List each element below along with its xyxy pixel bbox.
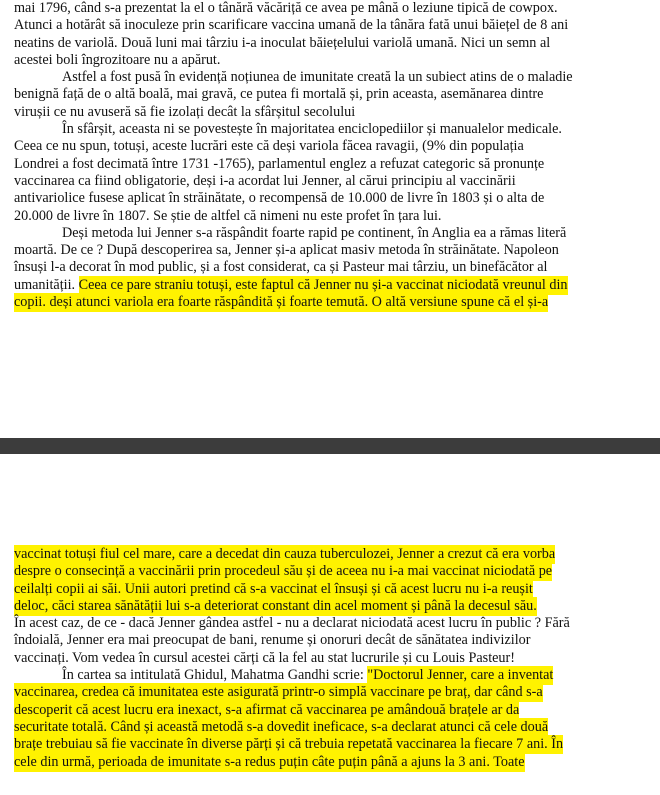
highlighted-text: cele din urmă, perioada de imunitate s-a redus puțin câte puțin până a ajuns la 3 ani. Toate bbox=[14, 753, 525, 770]
text-line bbox=[14, 719, 630, 736]
text-line: Londrei a fost decimată între 1731 -1765), parlamentul englez a refuzat categoric să pronunțe bbox=[14, 155, 545, 172]
text-line: mai 1796, când s-a prezentat la el o tânără văcăriță ce avea pe mână o leziune tipică de cowpox. bbox=[14, 0, 558, 16]
text-line bbox=[14, 667, 630, 684]
text-line: vaccinați. Vom vedea în cursul acestei cărți că la fel au stat lucrurile și cu Louis Pasteur! bbox=[14, 649, 515, 666]
highlighted-text: ceilalți copii ai săi. Unii autori pretind că s-a vaccinat el însuși și că acest lucru nu i-a reușit bbox=[14, 580, 533, 597]
text-line: Deși metoda lui Jenner s-a răspândit foarte rapid pe continent, în Anglia ea a rămas literă bbox=[62, 224, 567, 241]
highlighted-text: vaccinat totuși fiul cel mare, care a decedat din cauza tuberculozei, Jenner a crezut că era vorba bbox=[14, 546, 556, 562]
text-line: neatins de variolă. Două luni mai târziu i-a inoculat băiețelului variolă umană. Nici un semn al bbox=[14, 34, 551, 51]
highlighted-text: vaccinarea, credea că imunitatea este asigurată printr-o simplă vaccinare pe braț, dar când s-a bbox=[14, 684, 543, 701]
text-line bbox=[14, 294, 630, 311]
text-run: umanității. bbox=[14, 276, 76, 293]
highlighted-text: Ceea ce pare straniu totuși, este faptul că Jenner nu și-a vaccinat niciodată vreunul din bbox=[78, 276, 568, 293]
text-line bbox=[14, 736, 630, 753]
text-line: Astfel a fost pusă în evidență noțiunea de imunitate creată la un subiect atins de o maladie bbox=[62, 69, 573, 86]
text-run: În cartea sa intitulată Ghidul, Mahatma Gandhi scrie: bbox=[62, 667, 368, 684]
highlighted-text: securitate totală. Când și această metodă s-a dovedit ineficace, s-a declarat atunci că cele două bbox=[14, 718, 549, 735]
text-line: benignă față de o altă boală, mai gravă, ce putea fi mortală și, prin aceasta, asemănarea dintre bbox=[14, 86, 544, 103]
text-line bbox=[14, 563, 630, 580]
text-line bbox=[14, 684, 630, 701]
text-line: În sfârșit, aceasta ni se povestește în majoritatea enciclopediilor și manualelor medicale. bbox=[62, 121, 562, 138]
text-line: însuși l-a decorat în mod public, și a fost considerat, ca și Pasteur mai târziu, un binefăcător al bbox=[14, 259, 548, 276]
text-line bbox=[14, 546, 630, 563]
highlighted-text: despre o consecință a vaccinării prin procedeul său și de aceea nu i-a mai vaccinat niciodată pe bbox=[14, 563, 553, 580]
page-separator-bar bbox=[0, 438, 660, 454]
highlighted-text: deloc, căci starea sănătății lui s-a deteriorat constant din acel moment și până la decesul său. bbox=[14, 597, 537, 614]
text-line: vaccinarea ca fiind obligatorie, deși i-a acordat lui Jenner, al cărui principiu al vaccinării bbox=[14, 172, 516, 189]
text-line: acestei boli îngrozitoare nu a apărut. bbox=[14, 51, 221, 68]
text-line bbox=[14, 277, 630, 294]
highlighted-text: copii. deși atunci variola era foarte răspândită și foarte temută. O altă versiune spune că el și-a bbox=[14, 294, 549, 311]
page-bottom bbox=[14, 546, 630, 771]
text-line bbox=[14, 754, 630, 771]
highlighted-text: "Doctorul Jenner, care a inventat bbox=[367, 667, 554, 684]
text-line bbox=[14, 598, 630, 615]
text-line: antivariolice fusese aplicat în străinătate, o recompensă de 10.000 de livre în 1803 și o alta de bbox=[14, 190, 545, 207]
text-line: 20.000 de livre în 1807. Se știe de altfel că nimeni nu este profet în țara lui. bbox=[14, 207, 442, 224]
text-line: îndoială, Jenner era mai preocupat de bani, renume și onoruri decât de sănătatea indivizilor bbox=[14, 632, 531, 649]
text-line: Ceea ce nu spun, totuși, aceste lucrări este că deși variola făcea ravagii, (9% din populația bbox=[14, 138, 524, 155]
highlighted-text: brațe trebuiau să fie vaccinate în diverse părți și că trebuia repetată vaccinarea la fiecare 7 ani. În bbox=[14, 736, 564, 753]
highlighted-text: descoperit că acest lucru era inexact, s-a afirmat că vaccinarea pe amândouă brațele ar da bbox=[14, 701, 520, 718]
text-line bbox=[14, 581, 630, 598]
text-line: În acest caz, de ce - dacă Jenner gândea astfel - nu a declarat niciodată acest lucru în public ? Fără bbox=[14, 615, 570, 632]
text-line: virușii ce nu avuseră să fie izolați decât la sfârșitul secolului bbox=[14, 103, 356, 120]
text-line: moartă. De ce ? După descoperirea sa, Jenner și-a aplicat masiv metoda în străinătate. Napoleon bbox=[14, 242, 559, 259]
page-top bbox=[14, 0, 630, 311]
text-line bbox=[14, 702, 630, 719]
text-line: Atunci a hotărât să inoculeze prin scarificare vaccina umană de la tânăra fată unui băiețel de 8 ani bbox=[14, 17, 569, 34]
page-break bbox=[0, 402, 660, 546]
